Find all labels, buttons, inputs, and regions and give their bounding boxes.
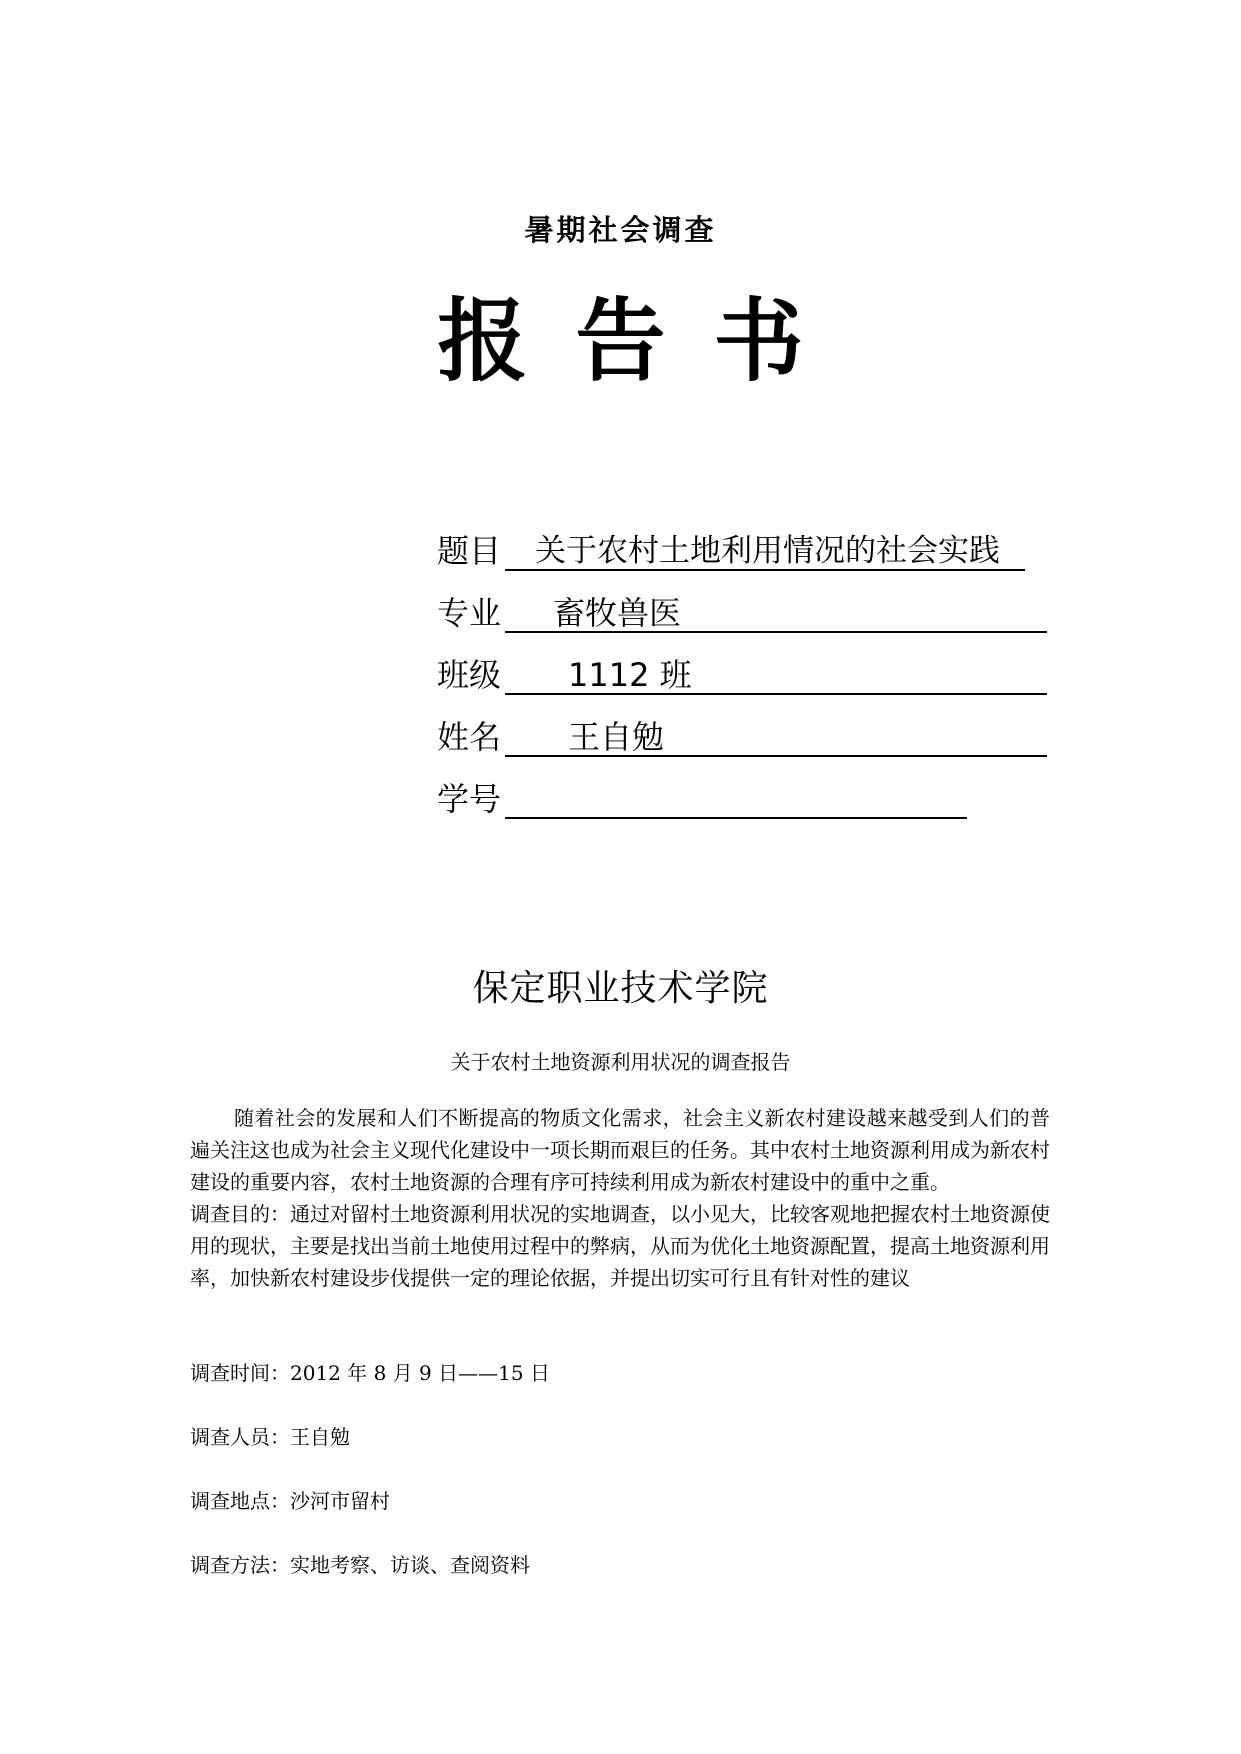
cover-title-char-1: 报	[437, 289, 528, 394]
purpose-paragraph: 调查目的：通过对留村土地资源利用状况的实地调查，以小见大，比较客观地把握农村土地资源使用的现状，主要是找出当前土地使用过程中的弊病，从而为优化土地资源配置，提高土地资源利用率，加快新农村建设步伐提供一定的理论依据，并提出切实可行且有针对性的建议	[190, 1202, 1050, 1290]
field-topic	[437, 527, 1025, 571]
school-name: 保定职业技术学院	[472, 968, 769, 1009]
field-class	[437, 651, 1047, 695]
field-student-id	[437, 775, 967, 819]
field-major-label: 专业	[437, 594, 502, 632]
field-topic-value: 关于农村土地利用情况的社会实践	[505, 531, 1025, 571]
field-student-id-value	[505, 777, 967, 819]
field-class-value: 1112 班	[505, 655, 1047, 695]
field-major	[437, 589, 1047, 633]
survey-location: 调查地点：沙河市留村	[190, 1489, 390, 1513]
field-student-id-label: 学号	[437, 780, 502, 818]
field-name-label: 姓名	[437, 718, 502, 756]
intro-paragraph: 随着社会的发展和人们不断提高的物质文化需求，社会主义新农村建设越来越受到人们的普遍关注这也成为社会主义现代化建设中一项长期而艰巨的任务。其中农村土地资源利用成为新农村建设的重要内容，农村土地资源的合理有序可持续利用成为新农村建设中的重中之重。	[190, 1106, 1050, 1194]
cover-subtitle: 暑期社会调查	[524, 213, 717, 247]
field-major-value: 畜牧兽医	[505, 593, 1047, 633]
cover-title-char-2: 告	[575, 289, 666, 394]
report-body	[190, 1102, 1050, 1294]
survey-people: 调查人员：王自勉	[190, 1425, 350, 1449]
report-heading: 关于农村土地资源利用状况的调查报告	[450, 1050, 791, 1074]
survey-method: 调查方法：实地考察、访谈、查阅资料	[190, 1553, 530, 1577]
field-name-value: 王自勉	[505, 717, 1047, 757]
survey-time: 调查时间：2012 年 8 月 9 日——15 日	[190, 1361, 550, 1385]
cover-title	[0, 268, 1241, 398]
cover-title-char-3: 书	[713, 289, 804, 394]
field-class-label: 班级	[437, 656, 502, 694]
field-topic-label: 题目	[437, 532, 502, 570]
field-name	[437, 713, 1047, 757]
